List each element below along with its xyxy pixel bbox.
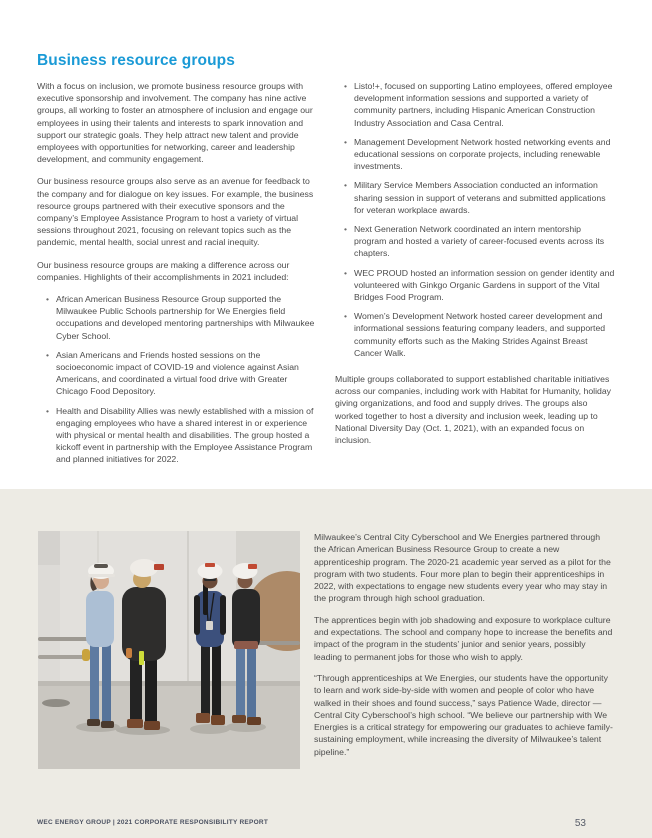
accomplishments-list-right (335, 80, 615, 359)
feature-paragraph-program: Milwaukee’s Central City Cyberschool and We Energies partnered through the African American Business Resource Group to create a new apprenticeship program. The 2020-21 academic year served as a pilot for the program with two students. Four more plan to begin their apprenticeships in 2022, with expectations to engage new students every year who may stay in the program through high school graduation. (314, 532, 611, 604)
feature-section (0, 489, 652, 838)
feature-layout (38, 531, 614, 769)
paragraph-highlights-lead: Our business resource groups are making a difference across our companies. Highlights of their accomplishments in 2021 included: (37, 259, 290, 282)
paragraph-collaboration: Multiple groups collaborated to support established charitable initiatives across our companies, including work with Habitat for Humanity, holiday giving organizations, and food and supply drives. The groups also worked together to host a diversity and inclusion week, leading up to National Diversity Day (Oct. 1, 2021), with an expanded focus on inclusion. (335, 374, 612, 446)
list-item: • African American Business Resource Group supported the Milwaukee Public Schools partnership for We Energies field occupations and developed mentoring partnerships with Milwaukee Cyber School. (37, 293, 317, 342)
list-item: • WEC PROUD hosted an information session on gender identity and volunteered with Ginkgo Organic Gardens in support of the Vital Bridges Food Program. (335, 267, 615, 304)
list-item: • Health and Disability Allies was newly established with a mission of engaging employees who have a shared interest in or experience with physical or mental health and disabilities. The group hosted a kickoff event in partnership with the Employee Assistance Program and planned initiatives for 2022. (37, 405, 317, 466)
feature-paragraph-quote: “Through apprenticeships at We Energies, our students have the opportunity to learn and work side-by-side with women and people of color who have walked in their shoes and found success,” says Patience Wade, director — Central City Cyberschool’s high school. “We believe our partnership with We Energies is a critical strategy for empowering our graduates to achieve family-sustaining employment, while increasing the diversity of Milwaukee’s talent pipeline.” (314, 672, 613, 757)
footer-report-title: WEC ENERGY GROUP | 2021 CORPORATE RESPONSIBILITY REPORT (37, 819, 269, 826)
feature-paragraph-apprentices: The apprentices begin with job shadowing and exposure to workplace culture and expectations. The school and company hope to increase the benefits and impact of the program in the students’ junior and senior years, possibly leading to permanent jobs for those who wish to apply. (314, 614, 613, 662)
list-item: • Listo!+, focused on supporting Latino employees, offered employee development information sessions and supported a variety of community partners, including Hispanic American Construction Industry Association and Casa Central. (335, 80, 615, 129)
page-number: 53 (574, 818, 586, 829)
list-item: • Asian Americans and Friends hosted sessions on the socioeconomic impact of COVID-19 and violence against Asian Americans, and coordinated a virtual food drive with Greater Chicago Food Depository. (37, 349, 317, 398)
list-item: • Management Development Network hosted networking events and educational sessions on corporate projects, including renewable investments. (335, 136, 615, 173)
left-column (37, 80, 317, 473)
paragraph-feedback: Our business resource groups also serve as an avenue for feedback to the company and for dialogue on key issues. For example, the business resource groups partnered with their executive sponsors and the company’s Employee Assistance Program to host a variety of virtual sessions throughout 2021, focusing on relevant topics such as the pandemic, mental health, social unrest and racial inequity. (37, 176, 314, 248)
accomplishments-list-left (37, 293, 317, 466)
list-item: • Next Generation Network coordinated an intern mentorship program and hosted a variety of career-focused events across its chapters. (335, 223, 615, 260)
feature-text (314, 531, 614, 769)
paragraph-intro: With a focus on inclusion, we promote business resource groups with executive sponsorship and involvement. The company has nine active groups, all working to foster an atmosphere of inclusion and engage our employees in using their talents and interests to spark innovation and support our strategic goals. They help attract new talent and provide employees with opportunities for networking, career and leadership development, and community engagement. (37, 81, 313, 165)
workers-photo (38, 531, 300, 769)
two-column-layout (37, 80, 615, 473)
list-item: • Women’s Development Network hosted career development and informational sessions featuring company leaders, and supported community efforts such as the Making Strides Against Breast Cancer Walk. (335, 310, 615, 359)
list-item: • Military Service Members Association conducted an information sharing session in support of veterans and submitted applications for veteran workplace awards. (335, 179, 615, 216)
page-title: Business resource groups (37, 52, 235, 69)
right-column (335, 80, 615, 473)
